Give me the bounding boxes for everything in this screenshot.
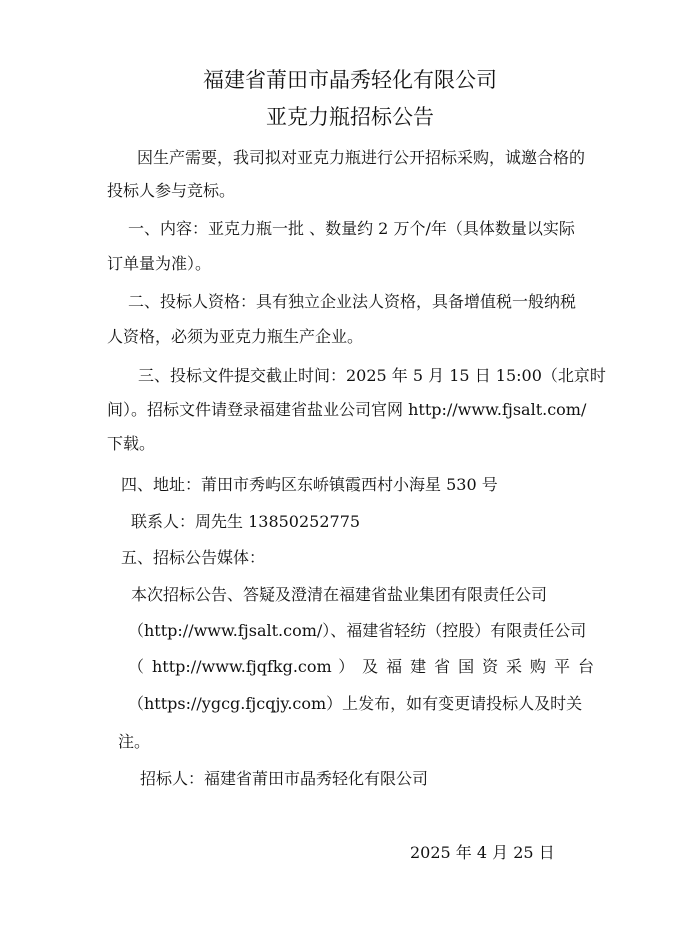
- company-name: 福建省莆田市晶秀轻化有限公司: [203, 68, 497, 92]
- issue-date: 2025 年 4 月 25 日: [410, 843, 555, 862]
- section5-line-4: （https://ygcg.fjcqjy.com）上发布，如有变更请投标人及时关: [128, 694, 583, 713]
- section2-line-2: 人资格，必须为亚克力瓶生产企业。: [107, 327, 364, 346]
- intro-line-2: 投标人参与竞标。: [107, 181, 236, 200]
- section5-line-2: （http://www.fjsalt.com/）、福建省轻纺（控股）有限责任公司: [128, 621, 587, 640]
- section3-line-1: 三、投标文件提交截止时间：2025 年 5 月 15 日 15:00（北京时: [138, 366, 606, 385]
- section5-line-1: 本次招标公告、答疑及澄清在福建省盐业集团有限责任公司: [131, 585, 548, 604]
- section5-line-5: 注。: [118, 732, 151, 751]
- section4-address: 四、地址：莆田市秀屿区东峤镇霞西村小海星 530 号: [121, 475, 498, 494]
- section2-line-1: 二、投标人资格：具有独立企业法人资格，具备增值税一般纳税: [128, 292, 577, 311]
- section3-line-3: 下载。: [107, 434, 156, 453]
- section5-line-3: （ http://www.fjqfkg.com ） 及 福 建 省 国 资 采 购 平 台: [128, 657, 594, 676]
- section1-line-1: 一、内容：亚克力瓶一批 、数量约 2 万个/年（具体数量以实际: [128, 219, 575, 238]
- intro-line-1: 因生产需要，我司拟对亚克力瓶进行公开招标采购，诚邀合格的: [137, 148, 586, 167]
- section3-line-2: 间）。招标文件请登录福建省盐业公司官网 http://www.fjsalt.com/: [107, 400, 587, 419]
- section5-heading: 五、招标公告媒体：: [121, 548, 266, 567]
- document-title: 亚克力瓶招标公告: [266, 105, 434, 129]
- tenderer-line: 招标人：福建省莆田市晶秀轻化有限公司: [140, 769, 429, 788]
- section1-line-2: 订单量为准）。: [107, 254, 212, 273]
- contact-line: 联系人：周先生 13850252775: [131, 512, 361, 531]
